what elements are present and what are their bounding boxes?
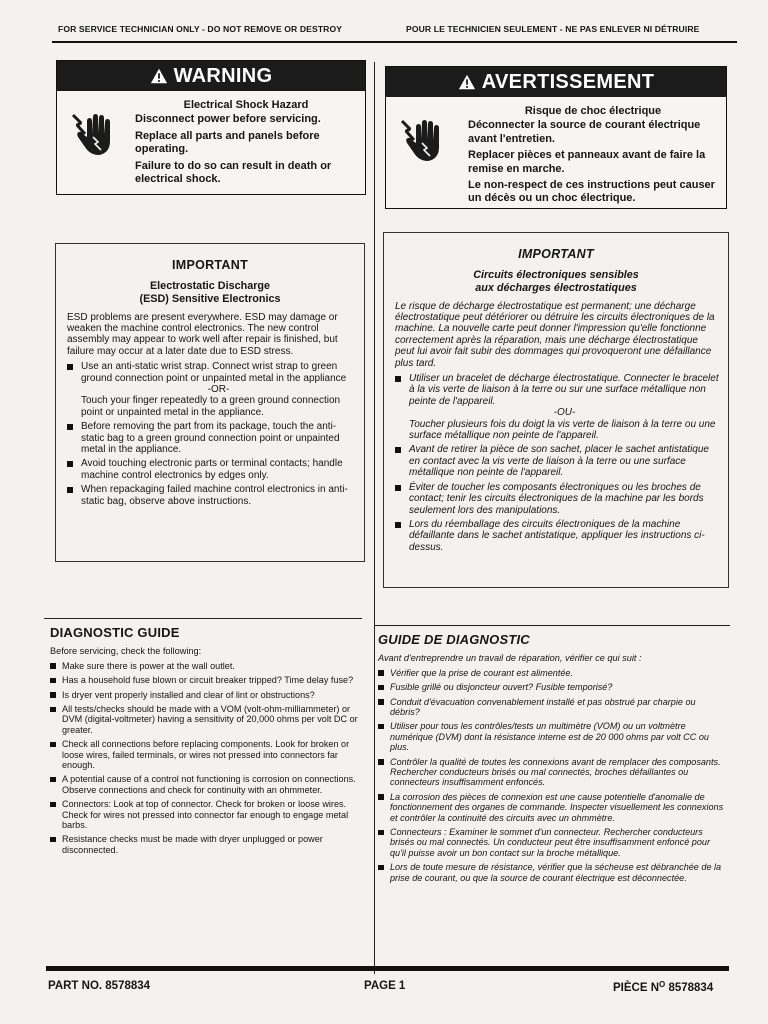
part-number-fr bbox=[613, 980, 713, 994]
diagnostic-item: La corrosion des pièces de connexion est une cause potentielle d'anomalie de fonctionnement des organes de commande. Inspecter visuellement les connexions et contrôler la continuité des circuits avec un ohmmètre. bbox=[390, 791, 724, 823]
warning-title-bar bbox=[386, 67, 726, 97]
important-subtitle-line-2: (ESD) Sensitive Electronics bbox=[139, 292, 281, 305]
bullet-square-icon bbox=[50, 777, 56, 783]
page-number: PAGE 1 bbox=[364, 980, 406, 992]
diagnostic-item: Make sure there is power at the wall outlet. bbox=[62, 660, 235, 671]
or-separator: -OR- bbox=[207, 384, 230, 396]
bullet-square-icon bbox=[378, 794, 384, 800]
diagnostic-item: A potential cause of a control not functioning is corrosion on connections. Observe connections and check for continuity with an ohmmeter. bbox=[62, 774, 356, 795]
list-item bbox=[378, 668, 726, 678]
diagnostic-item: Is dryer vent properly installed and clear of lint or obstructions? bbox=[62, 689, 315, 700]
piece-superscript: O bbox=[659, 980, 666, 989]
list-item bbox=[378, 862, 726, 883]
warning-title: WARNING bbox=[173, 64, 273, 87]
list-item bbox=[50, 690, 358, 700]
warning-line-1: Déconnecter la source de courant électrique avant l'entretien. bbox=[468, 119, 701, 145]
esd-bullet-1: Use an anti-static wrist strap. Connect wrist strap to green ground connection point or unpainted metal in the appliance bbox=[81, 361, 347, 384]
warning-line-2: Replacer pièces et panneaux avant de faire la remise en marche. bbox=[468, 149, 706, 175]
diagnostic-title: DIAGNOSTIC GUIDE bbox=[50, 625, 180, 640]
section-rule bbox=[44, 618, 362, 619]
bullet-square-icon bbox=[50, 742, 56, 748]
list-item bbox=[378, 757, 726, 788]
diagnostic-checklist bbox=[378, 668, 726, 883]
bullet-square-icon bbox=[395, 485, 401, 491]
important-subtitle-line-1: Electrostatic Discharge bbox=[149, 280, 270, 292]
diagnostic-item: All tests/checks should be made with a VOM (volt-ohm-milliammeter) or DVM (digital-voltmeter) having a sensitivity of 20,000 ohms per volt DC or greater. bbox=[62, 704, 358, 735]
bullet-square-icon bbox=[378, 685, 384, 691]
bullet-square-icon bbox=[395, 522, 401, 528]
header-technician-only-fr: POUR LE TECHNICIEN SEULEMENT - NE PAS ENLEVER NI DÉTRUIRE bbox=[406, 24, 700, 34]
diagnostic-intro: Avant d'entreprendre un travail de réparation, vérifier ce qui suit : bbox=[378, 653, 642, 663]
warning-triangle-icon bbox=[150, 67, 168, 85]
list-item bbox=[378, 792, 726, 823]
list-item bbox=[378, 682, 726, 692]
part-number-en: PART NO. 8578834 bbox=[48, 980, 151, 992]
esd-bullet-2: Avant de retirer la pièce de son sachet, placer le sachet antistatique en contact avec la vis verte de liaison à la terre ou une surface métallique non peinte de l'appareil. bbox=[409, 444, 709, 479]
warning-title: AVERTISSEMENT bbox=[481, 70, 655, 93]
list-item bbox=[67, 361, 356, 418]
list-item bbox=[395, 519, 720, 553]
diagnostic-item: Contrôler la qualité de toutes les connexions avant de remplacer des composants. Rechercher conducteurs brisés ou mal connectés, broches défaillantes ou connecteurs insuffisamment enfoncés. bbox=[390, 756, 721, 788]
diagnostic-checklist bbox=[50, 661, 358, 856]
diagnostic-item: Utiliser pour tous les contrôles/tests un multimètre (VOM) ou un voltmètre numérique (DVM) dont la résistance interne est de 20 000 ohms par volt CC ou plus. bbox=[390, 721, 709, 753]
list-item bbox=[50, 704, 358, 735]
bullet-square-icon bbox=[378, 759, 384, 765]
warning-heading: Risque de choc électrique bbox=[524, 105, 662, 117]
warning-line-3: Failure to do so can result in death or electrical shock. bbox=[135, 159, 332, 186]
list-item bbox=[50, 774, 358, 795]
bullet-square-icon bbox=[50, 802, 56, 808]
diagnostic-item: Connecteurs : Examiner le sommet d'un connecteur. Rechercher conducteurs brisés ou mal connectés. Un conducteur peut être insuffisamment enfoncé pour qu'il puisse avoir un bon contact sur la broche métallique. bbox=[390, 827, 710, 858]
bullet-square-icon bbox=[67, 461, 73, 467]
warning-heading: Electrical Shock Hazard bbox=[183, 99, 309, 111]
esd-instructions-list bbox=[395, 373, 720, 553]
important-subtitle bbox=[56, 280, 364, 306]
warning-line-3: Le non-respect de ces instructions peut causer un décès ou un choc électrique. bbox=[468, 179, 715, 205]
esd-bullet-4: When repackaging failed machine control electronics in anti-static bag, observe above instructions. bbox=[81, 484, 348, 507]
diagnostic-item: Check all connections before replacing components. Look for broken or loose wires, failed terminals, or wires not pressed into connectors far enough. bbox=[62, 739, 350, 771]
header-rule bbox=[52, 41, 737, 43]
important-title: IMPORTANT bbox=[171, 258, 249, 272]
bullet-square-icon bbox=[50, 837, 56, 843]
list-item bbox=[50, 739, 358, 770]
warning-message-en bbox=[135, 99, 357, 189]
important-esd-box-fr bbox=[383, 232, 729, 588]
bullet-square-icon bbox=[395, 376, 401, 382]
electrical-shock-hand-icon bbox=[65, 107, 117, 159]
list-item bbox=[378, 697, 726, 718]
diagnostic-guide-en bbox=[44, 618, 362, 859]
diagnostic-guide-fr bbox=[374, 625, 730, 887]
or-separator: -OU- bbox=[553, 407, 576, 419]
important-intro: ESD problems are present everywhere. ESD may damage or weaken the machine control electronics. The new control assembly may appear to work well after repair is finished, but failure may occur at a later date due to ESD stress. bbox=[67, 311, 338, 357]
list-item bbox=[395, 373, 720, 441]
esd-bullet-4: Lors du réemballage des circuits électroniques de la machine défaillante dans le sachet antistatique, appliquer les instructions ci-dessus. bbox=[409, 518, 705, 553]
list-item bbox=[395, 444, 720, 478]
bullet-square-icon bbox=[378, 724, 384, 730]
bullet-square-icon bbox=[67, 364, 73, 370]
important-subtitle-line-1: Circuits électroniques sensibles bbox=[473, 269, 639, 281]
bullet-square-icon bbox=[378, 830, 384, 836]
list-item bbox=[50, 799, 358, 830]
diagnostic-item: Resistance checks must be made with dryer unplugged or power disconnected. bbox=[62, 834, 323, 855]
important-subtitle-line-2: aux décharges électrostatiques bbox=[475, 281, 637, 294]
important-title: IMPORTANT bbox=[518, 247, 594, 261]
esd-bullet-1: Utiliser un bracelet de décharge électrostatique. Connecter le bracelet à la vis verte de liaison à la terre ou sur une surface métallique non peinte de l'appareil. bbox=[409, 373, 719, 407]
important-intro: Le risque de décharge électrostatique est permanent; une décharge électrostatique peut détériorer ou détruire les circuits électroniques de la machine. La nouvelle carte peut donner l'impression qu'elle fonctionne correctement après la réparation, mais une décharge électrostatique peut lui avoir fait subir des dommages qui provoqueront une défaillance plus tard. bbox=[395, 300, 715, 369]
warning-line-1: Disconnect power before servicing. bbox=[135, 113, 321, 126]
important-subtitle bbox=[384, 269, 728, 295]
list-item bbox=[67, 421, 356, 455]
esd-bullet-2: Before removing the part from its package, touch the anti-static bag to a green ground connection point or unpainted metal in the appliance. bbox=[81, 421, 340, 456]
warning-message-fr bbox=[468, 105, 718, 209]
piece-number: 8578834 bbox=[668, 982, 714, 994]
bullet-square-icon bbox=[67, 487, 73, 493]
diagnostic-item: Has a household fuse blown or circuit breaker tripped? Time delay fuse? bbox=[62, 675, 354, 686]
bullet-square-icon bbox=[378, 670, 384, 676]
bullet-square-icon bbox=[50, 663, 56, 669]
important-esd-box-en bbox=[55, 243, 365, 562]
esd-bullet-3: Avoid touching electronic parts or terminal contacts; handle machine control electronics by edges only. bbox=[81, 458, 343, 481]
esd-instructions-list bbox=[67, 361, 356, 507]
warning-title-bar bbox=[57, 61, 365, 91]
warning-box-en bbox=[56, 60, 366, 195]
section-rule bbox=[374, 625, 730, 626]
piece-label: PIÈCE N bbox=[613, 982, 660, 994]
footer-rule bbox=[46, 966, 729, 971]
bullet-square-icon bbox=[67, 424, 73, 430]
bullet-square-icon bbox=[378, 699, 384, 705]
diagnostic-item: Lors de toute mesure de résistance, vérifier que la sécheuse est débranchée de la prise de courant, ou que la source de courant électrique est déconnectée. bbox=[390, 862, 722, 883]
warning-line-2: Replace all parts and panels before operating. bbox=[135, 129, 320, 156]
bullet-square-icon bbox=[50, 707, 56, 713]
diagnostic-item: Connectors: Look at top of connector. Check for broken or loose wires. Check for wires not pressed into connector far enough to engage metal barbs. bbox=[62, 799, 349, 831]
bullet-square-icon bbox=[50, 678, 56, 684]
bullet-square-icon bbox=[378, 865, 384, 871]
bullet-square-icon bbox=[50, 692, 56, 698]
diagnostic-item: Conduit d'évacuation convenablement installé et pas obstrué par charpie ou débris? bbox=[390, 696, 696, 718]
list-item bbox=[67, 458, 356, 481]
diagnostic-title: GUIDE DE DIAGNOSTIC bbox=[378, 632, 530, 647]
list-item bbox=[50, 834, 358, 855]
list-item bbox=[50, 661, 358, 671]
header-technician-only-en: FOR SERVICE TECHNICIAN ONLY - DO NOT REMOVE OR DESTROY bbox=[58, 24, 343, 34]
list-item bbox=[50, 675, 358, 685]
warning-box-fr bbox=[385, 66, 727, 209]
list-item bbox=[378, 721, 726, 752]
bullet-square-icon bbox=[395, 447, 401, 453]
esd-bullet-1-alternative: Toucher plusieurs fois du doigt la vis verte de liaison à la terre ou une surface métallique non peinte de l'appareil. bbox=[409, 418, 716, 442]
diagnostic-item: Vérifier que la prise de courant est alimentée. bbox=[390, 667, 573, 678]
esd-bullet-1-alternative: Touch your finger repeatedly to a green ground connection point or unpainted metal in the appliance. bbox=[81, 395, 341, 418]
warning-triangle-icon bbox=[458, 73, 476, 91]
list-item bbox=[378, 827, 726, 858]
diagnostic-item: Fusible grillé ou disjoncteur ouvert? Fusible temporisé? bbox=[390, 682, 613, 693]
diagnostic-intro: Before servicing, check the following: bbox=[50, 646, 202, 656]
esd-bullet-3: Éviter de toucher les composants électroniques ou les broches de contact; tenir les circuits électroniques de la machine par les bords seulement lors des manipulations. bbox=[409, 481, 704, 516]
electrical-shock-hand-icon bbox=[394, 113, 446, 165]
list-item bbox=[395, 482, 720, 516]
list-item bbox=[67, 484, 356, 507]
